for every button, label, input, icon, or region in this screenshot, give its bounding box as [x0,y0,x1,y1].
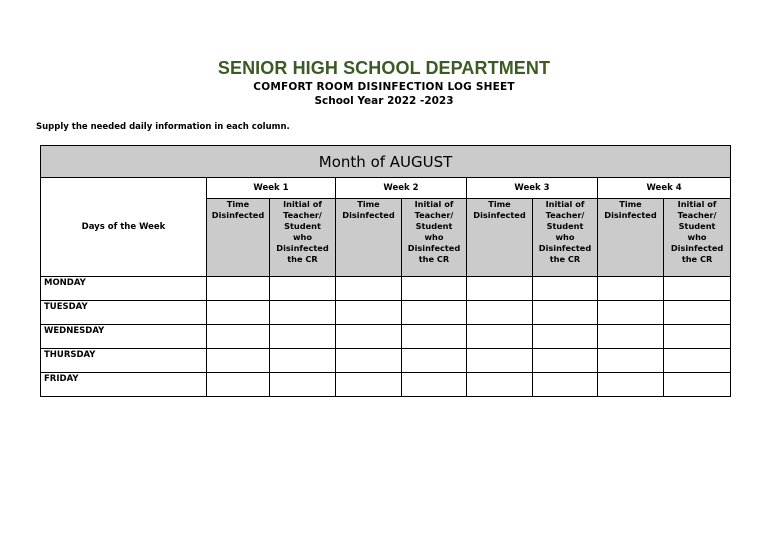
entry-cell[interactable] [336,277,402,301]
initial-header [664,199,731,277]
entry-cell[interactable] [270,325,336,349]
entry-cell[interactable] [207,301,270,325]
week-1-header: Week 1 [207,178,336,199]
entry-cell[interactable] [207,373,270,397]
time-disinfected-label: Time Disinfected [604,199,657,220]
entry-cell[interactable] [598,277,664,301]
entry-cell[interactable] [533,277,598,301]
table-row [41,301,731,325]
entry-cell[interactable] [270,349,336,373]
entry-cell[interactable] [467,301,533,325]
initial-label: Initial of Teacher/ Student who Disinfected the CR [538,199,592,264]
entry-cell[interactable] [402,277,467,301]
days-of-week-header: Days of the Week [41,178,207,277]
entry-cell[interactable] [467,277,533,301]
time-disinfected-header [598,199,664,277]
entry-cell[interactable] [402,301,467,325]
disinfection-log-table [40,145,731,397]
entry-cell[interactable] [207,277,270,301]
initial-label: Initial of Teacher/ Student who Disinfected the CR [407,199,461,264]
entry-cell[interactable] [598,373,664,397]
time-disinfected-header [336,199,402,277]
entry-cell[interactable] [270,301,336,325]
table-row [41,325,731,349]
entry-cell[interactable] [664,325,731,349]
time-disinfected-label: Time Disinfected [211,199,265,220]
entry-cell[interactable] [533,373,598,397]
entry-cell[interactable] [533,325,598,349]
table-row [41,277,731,301]
entry-cell[interactable] [467,349,533,373]
initial-label: Initial of Teacher/ Student who Disinfected the CR [276,199,329,264]
entry-cell[interactable] [533,301,598,325]
page-title: SENIOR HIGH SCHOOL DEPARTMENT [217,58,551,78]
entry-cell[interactable] [598,349,664,373]
time-disinfected-label: Time Disinfected [473,199,526,220]
log-sheet-subtitle: COMFORT ROOM DISINFECTION LOG SHEET [253,81,515,93]
entry-cell[interactable] [467,373,533,397]
entry-cell[interactable] [467,325,533,349]
entry-cell[interactable] [664,277,731,301]
time-disinfected-header [207,199,270,277]
entry-cell[interactable] [270,277,336,301]
day-label: FRIDAY [41,373,207,397]
school-year: School Year 2022 -2023 [314,95,454,107]
entry-cell[interactable] [402,325,467,349]
instruction-text: Supply the needed daily information in each column. [36,122,290,132]
entry-cell[interactable] [533,349,598,373]
initial-header [533,199,598,277]
entry-cell[interactable] [336,373,402,397]
entry-cell[interactable] [664,349,731,373]
day-label: TUESDAY [41,301,207,325]
entry-cell[interactable] [664,301,731,325]
table-row [41,349,731,373]
week-2-header: Week 2 [336,178,467,199]
entry-cell[interactable] [402,349,467,373]
entry-cell[interactable] [270,373,336,397]
initial-header [270,199,336,277]
month-header: Month of AUGUST [41,146,731,178]
entry-cell[interactable] [207,325,270,349]
time-disinfected-header [467,199,533,277]
table-row [41,373,731,397]
entry-cell[interactable] [336,349,402,373]
entry-cell[interactable] [336,301,402,325]
entry-cell[interactable] [336,325,402,349]
entry-cell[interactable] [598,325,664,349]
week-3-header: Week 3 [467,178,598,199]
entry-cell[interactable] [207,349,270,373]
entry-cell[interactable] [598,301,664,325]
day-label: THURSDAY [41,349,207,373]
entry-cell[interactable] [664,373,731,397]
day-label: MONDAY [41,277,207,301]
week-4-header: Week 4 [598,178,731,199]
initial-label: Initial of Teacher/ Student who Disinfected the CR [670,199,724,264]
initial-header [402,199,467,277]
time-disinfected-label: Time Disinfected [342,199,395,220]
entry-cell[interactable] [402,373,467,397]
day-label: WEDNESDAY [41,325,207,349]
